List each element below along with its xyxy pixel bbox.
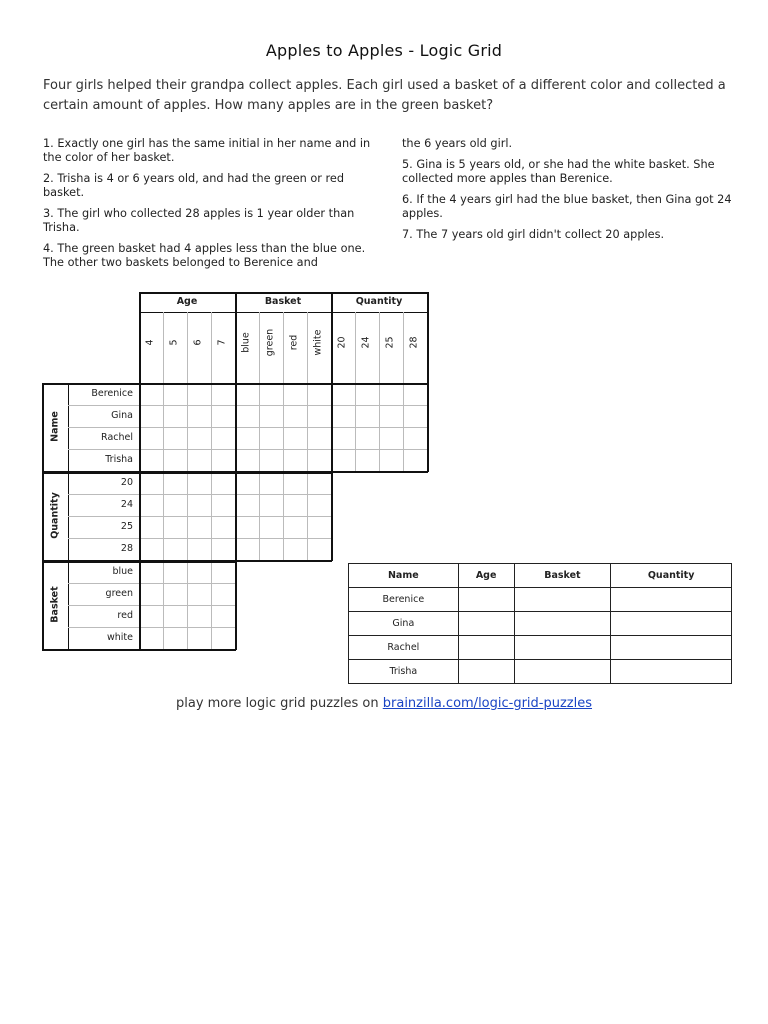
grid-cell[interactable]	[187, 383, 211, 405]
grid-cell[interactable]	[259, 405, 283, 427]
grid-border	[331, 471, 428, 473]
answer-cell[interactable]	[611, 588, 732, 612]
answer-cell[interactable]	[514, 660, 611, 684]
grid-cell[interactable]	[139, 516, 163, 538]
row-label: Rachel	[101, 432, 133, 443]
grid-border	[139, 472, 235, 474]
grid-cell[interactable]	[163, 494, 187, 516]
grid-cell[interactable]	[259, 494, 283, 516]
grid-cell[interactable]	[307, 494, 331, 516]
grid-cell[interactable]	[139, 427, 163, 449]
grid-border	[139, 383, 235, 385]
clues-column-1	[43, 137, 381, 277]
grid-line	[187, 312, 188, 383]
grid-line	[307, 312, 308, 383]
column-label: green	[264, 328, 276, 357]
grid-border	[139, 383, 141, 471]
grid-line	[211, 383, 212, 471]
row-category-label: Name	[49, 411, 61, 442]
grid-line	[68, 627, 139, 628]
grid-line	[211, 472, 212, 560]
grid-cell[interactable]	[379, 405, 403, 427]
answer-table	[348, 563, 732, 684]
column-label: 7	[216, 339, 228, 346]
row-label: Berenice	[91, 388, 133, 399]
grid-cell[interactable]	[187, 561, 211, 583]
answer-row-name: Gina	[349, 612, 459, 636]
grid-line	[307, 383, 308, 471]
grid-cell[interactable]	[163, 561, 187, 583]
grid-border	[331, 383, 427, 385]
grid-cell[interactable]	[403, 405, 427, 427]
grid-cell[interactable]	[139, 383, 163, 405]
grid-line	[68, 538, 139, 539]
grid-cell[interactable]	[307, 538, 331, 560]
grid-cell[interactable]	[283, 383, 307, 405]
grid-cell[interactable]	[211, 516, 235, 538]
grid-line	[139, 605, 235, 606]
grid-cell[interactable]	[139, 449, 163, 471]
category-header: Age	[176, 296, 198, 307]
grid-cell[interactable]	[187, 538, 211, 560]
grid-cell[interactable]	[331, 405, 355, 427]
grid-cell[interactable]	[307, 405, 331, 427]
column-label: red	[288, 334, 300, 351]
grid-line	[235, 538, 331, 539]
grid-cell[interactable]	[331, 383, 355, 405]
grid-border	[235, 561, 237, 650]
grid-cell[interactable]	[355, 405, 379, 427]
grid-cell[interactable]	[211, 605, 235, 627]
grid-cell[interactable]	[379, 449, 403, 471]
answer-header-age: Age	[458, 564, 514, 588]
grid-line	[139, 427, 235, 428]
grid-cell[interactable]	[235, 427, 259, 449]
row-label: 20	[120, 477, 133, 488]
grid-cell[interactable]	[187, 405, 211, 427]
column-label: 4	[144, 339, 156, 346]
column-label: white	[312, 329, 324, 356]
grid-border	[235, 560, 332, 562]
grid-line	[68, 516, 139, 517]
answer-row-name: Berenice	[349, 588, 459, 612]
clues-column-2	[402, 137, 738, 249]
grid-border	[427, 292, 429, 383]
grid-border	[42, 383, 44, 471]
grid-cell[interactable]	[259, 383, 283, 405]
grid-cell[interactable]	[211, 405, 235, 427]
grid-line	[379, 312, 380, 383]
grid-cell[interactable]	[259, 449, 283, 471]
row-label: green	[105, 588, 133, 599]
grid-line	[307, 472, 308, 560]
grid-line	[259, 312, 260, 383]
grid-border	[42, 561, 44, 649]
answer-cell[interactable]	[514, 588, 611, 612]
grid-cell[interactable]	[139, 494, 163, 516]
grid-cell[interactable]	[187, 472, 211, 494]
grid-cell[interactable]	[163, 427, 187, 449]
row-label: Trisha	[105, 454, 133, 465]
row-label: 24	[120, 499, 133, 510]
row-label: Gina	[111, 410, 133, 421]
grid-cell[interactable]	[259, 427, 283, 449]
grid-cell[interactable]	[379, 427, 403, 449]
grid-cell[interactable]	[187, 583, 211, 605]
grid-line	[139, 627, 235, 628]
footer	[0, 696, 768, 711]
category-header: Quantity	[355, 296, 403, 307]
grid-cell[interactable]	[403, 383, 427, 405]
grid-cell[interactable]	[163, 449, 187, 471]
grid-line	[139, 449, 235, 450]
clue: 2. Trisha is 4 or 6 years old, and had the green or red basket.	[43, 172, 345, 199]
grid-line	[139, 516, 235, 517]
grid-cell[interactable]	[307, 427, 331, 449]
grid-cell[interactable]	[163, 405, 187, 427]
grid-border	[331, 472, 333, 561]
grid-cell[interactable]	[283, 405, 307, 427]
grid-cell[interactable]	[235, 383, 259, 405]
clue: 3. The girl who collected 28 apples is 1 year older than Trisha.	[43, 207, 355, 234]
grid-border	[42, 561, 139, 563]
grid-border	[42, 383, 139, 385]
row-label: red	[117, 610, 133, 621]
grid-border	[139, 649, 236, 651]
answer-cell[interactable]	[458, 660, 514, 684]
grid-line	[211, 312, 212, 383]
grid-line	[235, 516, 331, 517]
grid-border	[139, 561, 235, 563]
answer-row	[349, 636, 732, 660]
row-label: 25	[120, 521, 133, 532]
grid-border	[42, 472, 139, 474]
grid-cell[interactable]	[211, 383, 235, 405]
answer-cell[interactable]	[611, 612, 732, 636]
grid-cell[interactable]	[139, 561, 163, 583]
grid-cell[interactable]	[211, 494, 235, 516]
grid-cell[interactable]	[235, 516, 259, 538]
grid-line	[331, 449, 427, 450]
grid-line	[235, 449, 331, 450]
grid-cell[interactable]	[139, 538, 163, 560]
clue: 7. The 7 years old girl didn't collect 20 apples.	[402, 228, 665, 241]
grid-cell[interactable]	[403, 449, 427, 471]
footer-link[interactable]: brainzilla.com/logic-grid-puzzles	[382, 696, 593, 711]
row-category-label: Quantity	[49, 492, 61, 539]
clue: 4. The green basket had 4 apples less than the blue one. The other two baskets belonged to Berenice and	[43, 242, 366, 269]
grid-cell[interactable]	[139, 583, 163, 605]
answer-row	[349, 588, 732, 612]
grid-line	[355, 312, 356, 383]
grid-cell[interactable]	[235, 538, 259, 560]
grid-border	[427, 383, 429, 472]
answer-cell[interactable]	[458, 612, 514, 636]
grid-cell[interactable]	[187, 516, 211, 538]
grid-cell[interactable]	[139, 405, 163, 427]
answer-cell[interactable]	[458, 636, 514, 660]
grid-cell[interactable]	[163, 472, 187, 494]
grid-cell[interactable]	[211, 538, 235, 560]
grid-cell[interactable]	[211, 427, 235, 449]
grid-cell[interactable]	[331, 427, 355, 449]
answer-header-quantity: Quantity	[611, 564, 732, 588]
answer-cell[interactable]	[514, 612, 611, 636]
answer-cell[interactable]	[514, 636, 611, 660]
grid-line	[68, 494, 139, 495]
column-label: 20	[336, 336, 348, 349]
row-label: blue	[112, 566, 133, 577]
answer-row	[349, 660, 732, 684]
column-label: 25	[384, 336, 396, 349]
grid-cell[interactable]	[163, 627, 187, 649]
grid-border	[235, 472, 237, 560]
grid-cell[interactable]	[187, 494, 211, 516]
grid-cell[interactable]	[283, 427, 307, 449]
category-header: Basket	[264, 296, 302, 307]
grid-cell[interactable]	[259, 472, 283, 494]
column-label: 24	[360, 336, 372, 349]
grid-line	[283, 312, 284, 383]
grid-cell[interactable]	[307, 449, 331, 471]
grid-line	[403, 312, 404, 383]
grid-cell[interactable]	[187, 449, 211, 471]
grid-cell[interactable]	[211, 627, 235, 649]
clue: the 6 years old girl.	[402, 137, 513, 150]
grid-line	[68, 449, 139, 450]
grid-cell[interactable]	[139, 472, 163, 494]
footer-text: play more logic grid puzzles on	[175, 696, 379, 711]
grid-cell[interactable]	[211, 583, 235, 605]
grid-line	[68, 405, 139, 406]
grid-border	[139, 292, 235, 294]
answer-cell[interactable]	[611, 636, 732, 660]
grid-cell[interactable]	[163, 583, 187, 605]
answer-cell[interactable]	[611, 660, 732, 684]
grid-cell[interactable]	[235, 472, 259, 494]
row-category-label: Basket	[49, 586, 61, 623]
grid-border	[42, 649, 139, 651]
grid-border	[235, 383, 237, 471]
answer-row-name: Trisha	[349, 660, 459, 684]
grid-cell[interactable]	[187, 605, 211, 627]
grid-cell[interactable]	[235, 405, 259, 427]
grid-cell[interactable]	[235, 494, 259, 516]
grid-line	[139, 538, 235, 539]
answer-row-name: Rachel	[349, 636, 459, 660]
grid-border	[331, 292, 427, 294]
grid-line	[68, 583, 139, 584]
clue: 5. Gina is 5 years old, or she had the white basket. She collected more apples than Berenice.	[402, 158, 715, 185]
grid-cell[interactable]	[283, 516, 307, 538]
grid-cell[interactable]	[163, 383, 187, 405]
answer-row	[349, 612, 732, 636]
row-label: white	[107, 632, 133, 643]
column-label: 5	[168, 339, 180, 346]
grid-line	[68, 605, 139, 606]
grid-cell[interactable]	[259, 538, 283, 560]
grid-cell[interactable]	[163, 605, 187, 627]
grid-cell[interactable]	[139, 605, 163, 627]
grid-border	[139, 472, 141, 560]
grid-cell[interactable]	[283, 449, 307, 471]
clue: 6. If the 4 years girl had the blue basket, then Gina got 24 apples.	[402, 193, 732, 220]
grid-cell[interactable]	[163, 538, 187, 560]
grid-cell[interactable]	[331, 449, 355, 471]
grid-cell[interactable]	[187, 627, 211, 649]
grid-cell[interactable]	[283, 538, 307, 560]
row-label: 28	[120, 543, 133, 554]
grid-cell[interactable]	[259, 516, 283, 538]
grid-line	[331, 427, 427, 428]
grid-line	[163, 312, 164, 383]
grid-cell[interactable]	[283, 472, 307, 494]
grid-border	[235, 472, 331, 474]
grid-cell[interactable]	[355, 427, 379, 449]
grid-border	[139, 561, 141, 649]
grid-cell[interactable]	[403, 427, 427, 449]
grid-border	[331, 383, 333, 471]
grid-cell[interactable]	[307, 516, 331, 538]
grid-cell[interactable]	[283, 494, 307, 516]
grid-line	[403, 383, 404, 471]
grid-border	[235, 383, 331, 385]
grid-cell[interactable]	[235, 449, 259, 471]
grid-cell[interactable]	[307, 383, 331, 405]
grid-border	[42, 472, 44, 560]
grid-cell[interactable]	[211, 561, 235, 583]
grid-cell[interactable]	[355, 383, 379, 405]
grid-line	[235, 427, 331, 428]
grid-cell[interactable]	[355, 449, 379, 471]
column-label: 6	[192, 339, 204, 346]
grid-cell[interactable]	[379, 383, 403, 405]
grid-cell[interactable]	[163, 516, 187, 538]
answer-header-name: Name	[349, 564, 459, 588]
grid-cell[interactable]	[307, 472, 331, 494]
answer-header-basket: Basket	[514, 564, 611, 588]
grid-border	[235, 292, 331, 294]
column-label: blue	[240, 332, 252, 353]
clue: 1. Exactly one girl has the same initial in her name and in the color of her basket.	[43, 137, 371, 164]
page-title: Apples to Apples - Logic Grid	[265, 41, 503, 60]
grid-line	[211, 561, 212, 649]
grid-cell[interactable]	[211, 449, 235, 471]
grid-cell[interactable]	[139, 627, 163, 649]
grid-cell[interactable]	[211, 472, 235, 494]
grid-cell[interactable]	[187, 427, 211, 449]
puzzle-intro: Four girls helped their grandpa collect apples. Each girl used a basket of a different color and collected a certain amount of apples. How many apples are in the green basket?	[43, 78, 726, 113]
grid-line	[68, 427, 139, 428]
column-label: 28	[408, 336, 420, 349]
answer-cell[interactable]	[458, 588, 514, 612]
